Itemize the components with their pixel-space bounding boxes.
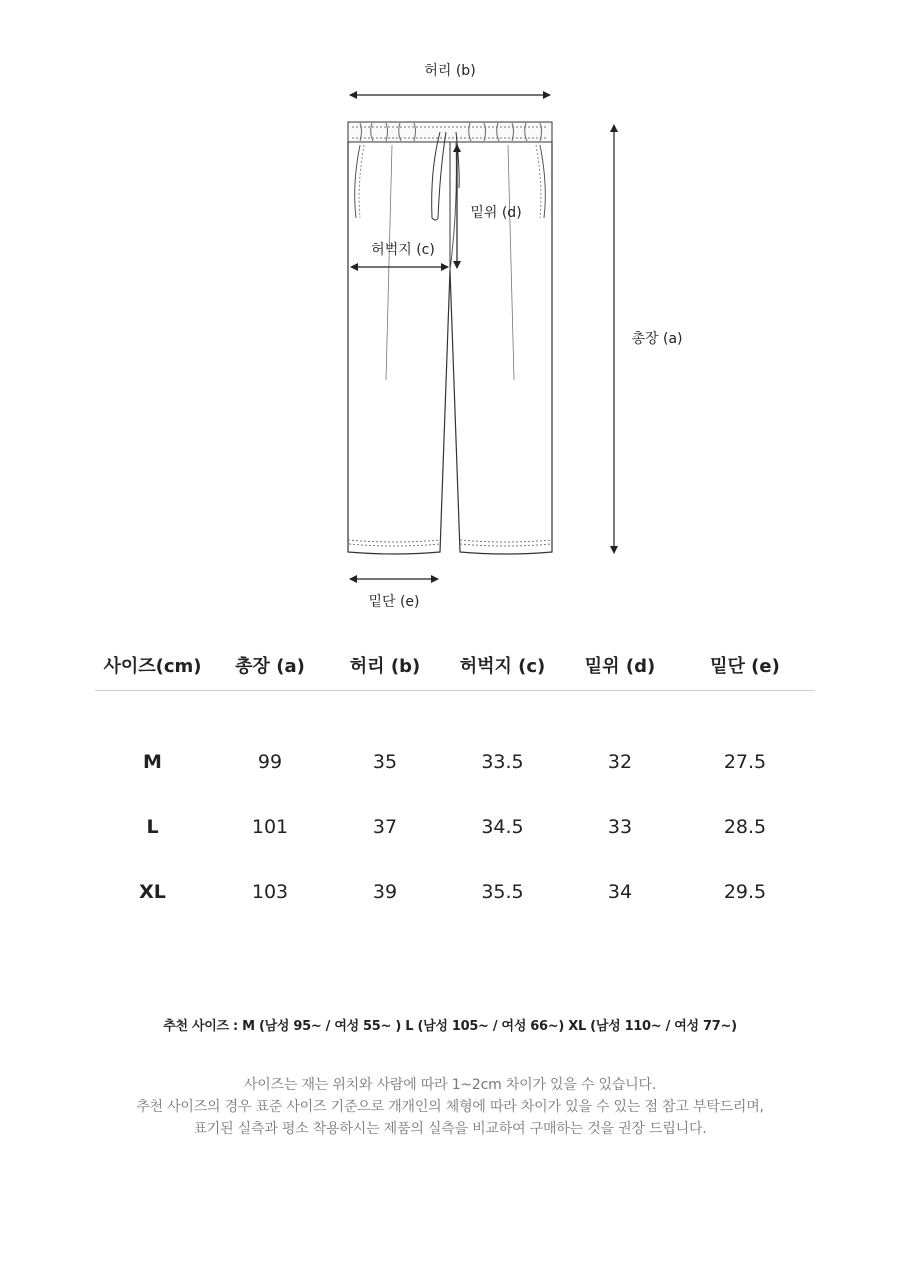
- waist-cell: 37: [372, 815, 398, 838]
- size-cell: M: [143, 750, 162, 773]
- length-label: 총장 (a): [631, 331, 683, 347]
- waist-label: 허리 (b): [424, 63, 476, 79]
- size-cell: L: [146, 815, 159, 838]
- header-length: 총장 (a): [235, 656, 305, 677]
- thigh-cell: 34.5: [481, 815, 524, 838]
- header-divider: [95, 691, 815, 730]
- measurement-arrows: [350, 95, 614, 579]
- note-line: 사이즈는 재는 위치와 사람에 따라 1~2cm 차이가 있을 수 있습니다.: [243, 1077, 657, 1093]
- waistband: [348, 122, 552, 142]
- thigh-cell: 35.5: [481, 880, 524, 903]
- thigh-label: 허벅지 (c): [371, 242, 435, 258]
- rise-cell: 32: [607, 750, 633, 773]
- table-header-row: [95, 640, 815, 691]
- rise-cell: 34: [607, 880, 633, 903]
- table-row: [95, 794, 815, 859]
- waist-cell: 35: [372, 750, 398, 773]
- length-cell: 99: [257, 750, 283, 773]
- size-table: [95, 640, 815, 924]
- pants-measurement-diagram: [0, 0, 900, 630]
- header-hem: 밑단 (e): [710, 656, 780, 677]
- hem-cell: 28.5: [723, 815, 767, 838]
- hem-cell: 27.5: [723, 750, 767, 773]
- table-row: [95, 859, 815, 924]
- header-thigh: 허벅지 (c): [459, 656, 546, 677]
- thigh-cell: 33.5: [481, 750, 524, 773]
- hem-cell: 29.5: [723, 880, 767, 903]
- recommended-size-text: 추천 사이즈 : M (남성 95~ / 여성 55~ ) L (남성 105~ / 여성 66~) XL (남성 110~ / 여성 77~): [163, 1019, 737, 1034]
- note-line: 표기된 실측과 평소 착용하시는 제품의 실측을 비교하여 구매하는 것을 권장 드립니다.: [193, 1121, 707, 1137]
- size-cell: XL: [139, 880, 166, 903]
- table-row: [95, 729, 815, 794]
- pants-drawing: [0, 0, 900, 630]
- length-cell: 103: [251, 880, 289, 903]
- header-rise: 밑위 (d): [584, 656, 656, 677]
- rise-cell: 33: [607, 815, 633, 838]
- header-size: 사이즈(cm): [103, 656, 202, 677]
- header-waist: 허리 (b): [349, 656, 421, 677]
- waist-cell: 39: [372, 880, 398, 903]
- size-notes: [0, 1074, 900, 1140]
- note-line: 추천 사이즈의 경우 표준 사이즈 기준으로 개개인의 체형에 따라 차이가 있을 수 있는 점 참고 부탁드리며,: [136, 1099, 764, 1115]
- hem-label: 밑단 (e): [368, 594, 420, 610]
- rise-label: 밑위 (d): [470, 205, 522, 221]
- length-cell: 101: [251, 815, 289, 838]
